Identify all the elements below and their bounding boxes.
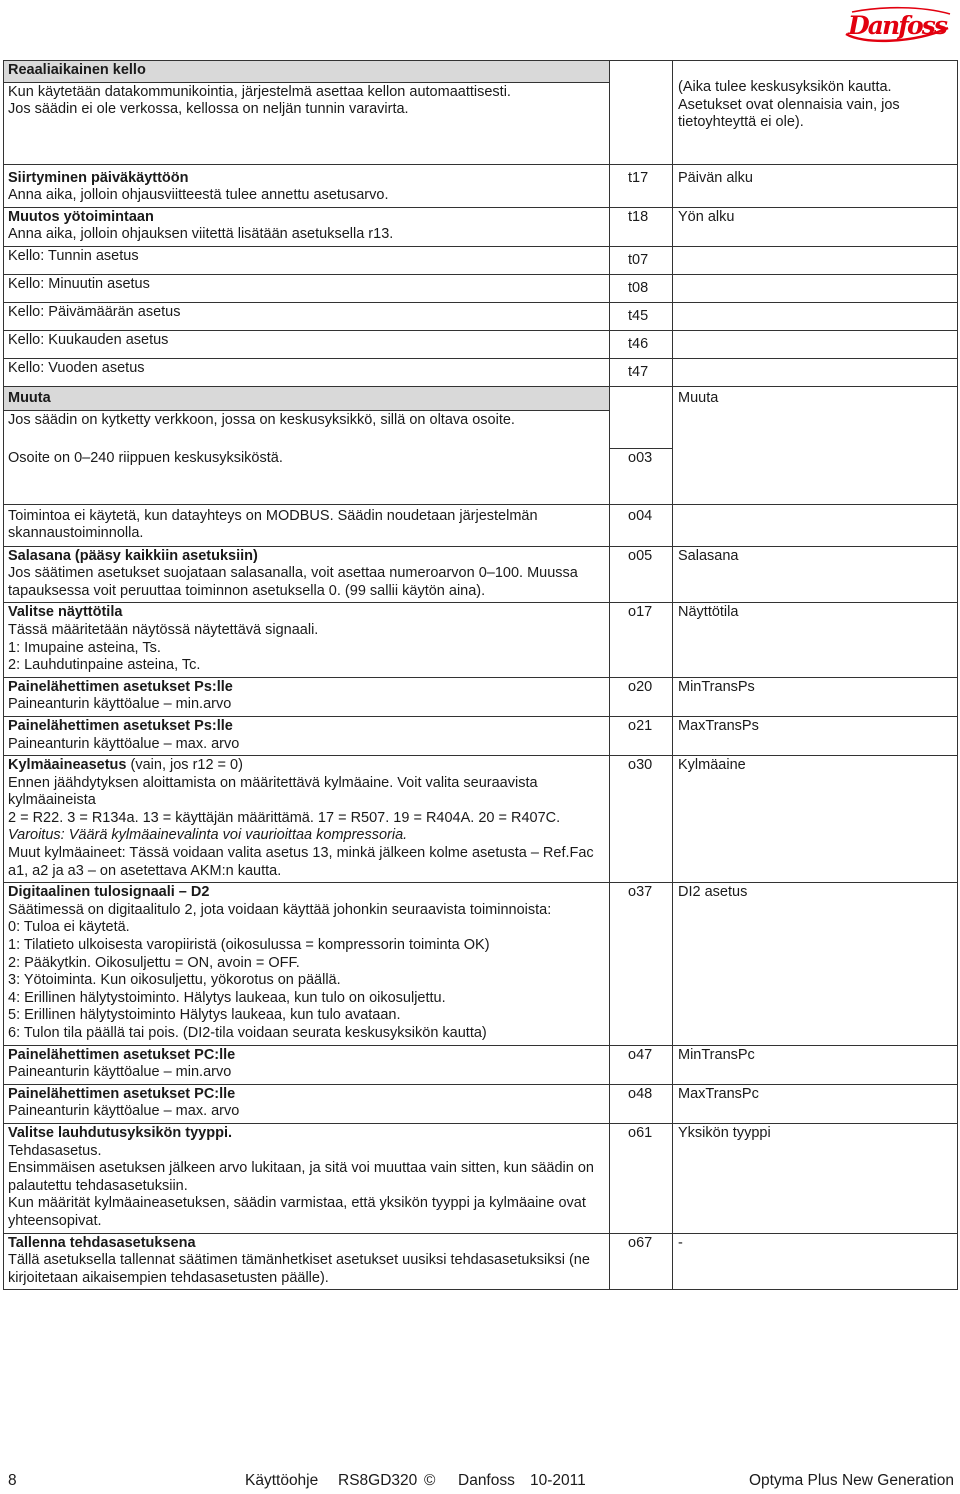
doc-date: 10-2011 [530, 1472, 586, 1489]
table-row [4, 756, 958, 883]
param-code: o05 [610, 546, 673, 603]
param-code: t08 [610, 274, 673, 302]
table-row [4, 358, 958, 386]
ps-min-description: Painelähettimen asetukset Ps:lle Paineanturin käyttöalue – min.arvo [4, 677, 610, 716]
clock-description: Kun käytetään datakommunikointia, järjestelmä asettaa kellon automaattisesti. Jos säädin ei ole verkossa, kellossa on neljän tunnin varavirta. [4, 82, 610, 164]
table-row [4, 330, 958, 358]
table-row [4, 603, 958, 677]
clock-note: (Aika tulee keskusyksikön kautta. Asetukset ovat olennaisia vain, jos tietoyhteyttä ei ole). [673, 61, 958, 165]
table-row [4, 546, 958, 603]
misc-value: Muuta [673, 386, 958, 504]
doc-code: RS8GD320 [338, 1472, 418, 1489]
table-row [4, 246, 958, 274]
table-row [4, 883, 958, 1045]
param-value: Yksikön tyyppi [673, 1123, 958, 1233]
param-code: t07 [610, 246, 673, 274]
param-value: Päivän alku [673, 164, 958, 207]
param-label: Kello: Minuutin asetus [4, 274, 610, 302]
product-name: Optyma Plus New Generation [748, 1472, 954, 1489]
danfoss-logo [842, 4, 954, 46]
modbus-description: Toimintoa ei käytetä, kun datayhteys on MODBUS. Säädin noudetaan järjestelmän skannaustoiminnolla. [4, 504, 610, 546]
param-code: t46 [610, 330, 673, 358]
table-row [4, 302, 958, 330]
password-description: Salasana (pääsy kaikkiin asetuksiin) Jos säätimen asetukset suojataan salasanalla, voit asettaa numeroarvon 0–100. Muussa tapauksessa voit peruuttaa toiminnon asetuksella 0. (99 sallii käytön aina). [4, 546, 610, 603]
param-code: o17 [610, 603, 673, 677]
page-footer [0, 1470, 960, 1494]
param-value: Kylmäaine [673, 756, 958, 883]
table-row [4, 164, 958, 207]
param-value: MaxTransPc [673, 1084, 958, 1123]
section-header-clock: Reaaliaikainen kello [4, 61, 610, 83]
table-row [4, 716, 958, 755]
digital-input-description: Digitaalinen tulosignaali – D2 Säätimessä on digitaalitulo 2, jota voidaan käyttää johonkin seuraavista toiminnoista: 0: Tuloa ei käytetä. 1: Tilatieto ulkoisesta varopiiristä (oikosulussa = kompressorin toiminta OK) 2: Pääkytkin. Oikosuljettu = ON, avoin = OFF. 3: Yötoiminta. Kun oikosuljettu, yökorotus on päällä. 4: Erillinen hälytystoiminto. Hälytys laukeaa, kun tulo on oikosuljettu. 5: Erillinen hälytystoiminto Hälytys laukeaa, kun tulo avataan. 6: Tulon tila päällä tai pois. (DI2-tila voidaan seurata keskusyksikön kautta) [4, 883, 610, 1045]
night-mode-description: Muutos yötoimintaan Anna aika, jolloin ohjauksen viitettä lisätään asetuksella r13. [4, 207, 610, 246]
param-code: t17 [610, 164, 673, 207]
param-label: Kello: Vuoden asetus [4, 358, 610, 386]
table-row [4, 504, 958, 546]
param-code: o21 [610, 716, 673, 755]
param-code: t47 [610, 358, 673, 386]
misc-description: Jos säädin on kytketty verkkoon, jossa on keskusyksikkö, sillä on oltava osoite. [4, 410, 610, 436]
day-mode-description: Siirtyminen päiväkäyttöön Anna aika, jolloin ohjausviitteestä tulee annettu asetusarvo. [4, 164, 610, 207]
svg-text:Danfoss: Danfoss [848, 11, 948, 40]
param-code: o03 [610, 449, 673, 505]
param-code: o61 [610, 1123, 673, 1233]
ps-max-description: Painelähettimen asetukset Ps:lle Paineanturin käyttöalue – max. arvo [4, 716, 610, 755]
param-value: MinTransPs [673, 677, 958, 716]
param-label: Kello: Kuukauden asetus [4, 330, 610, 358]
parameter-table [3, 60, 958, 1290]
param-code: o48 [610, 1084, 673, 1123]
param-value: DI2 asetus [673, 883, 958, 1045]
param-value: MinTransPc [673, 1045, 958, 1084]
param-value: MaxTransPs [673, 716, 958, 755]
pc-max-description: Painelähettimen asetukset PC:lle Paineanturin käyttöalue – max. arvo [4, 1084, 610, 1123]
param-value: Näyttötila [673, 603, 958, 677]
pc-min-description: Painelähettimen asetukset PC:lle Paineanturin käyttöalue – min.arvo [4, 1045, 610, 1084]
unit-type-description: Valitse lauhdutusyksikön tyyppi. Tehdasasetus. Ensimmäisen asetuksen jälkeen arvo lukitaan, ja sitä voi muuttaa vain sitten, kun säädin on palautettu tehdasasetuksiin. Kun määrität kylmäaineasetuksen, säädin varmistaa, että yksikön tyyppi ja kylmäaine ovat yhteensopivat. [4, 1123, 610, 1233]
param-code: o20 [610, 677, 673, 716]
table-row [4, 1084, 958, 1123]
param-code: t18 [610, 207, 673, 246]
table-row [4, 207, 958, 246]
param-code: o04 [610, 504, 673, 546]
param-code: t45 [610, 302, 673, 330]
table-row [4, 274, 958, 302]
address-description: Osoite on 0–240 riippuen keskusyksiköstä. [4, 449, 610, 505]
param-code: o30 [610, 756, 673, 883]
doc-type: Käyttöohje [245, 1472, 319, 1489]
param-value: - [673, 1233, 958, 1290]
param-code: o37 [610, 883, 673, 1045]
copyright-symbol: © [424, 1472, 436, 1489]
table-row [4, 1045, 958, 1084]
table-row [4, 1233, 958, 1290]
param-code: o67 [610, 1233, 673, 1290]
param-value: Salasana [673, 546, 958, 603]
param-value: Yön alku [673, 207, 958, 246]
save-factory-description: Tallenna tehdasasetuksena Tällä asetuksella tallennat säätimen tämänhetkiset asetukset uusiksi tehdasasetuksiksi (ne kirjoitetaan aikaisempien tehdasasetusten päälle). [4, 1233, 610, 1290]
danfoss-logo-icon [842, 4, 954, 46]
param-label: Kello: Tunnin asetus [4, 246, 610, 274]
param-label: Kello: Päivämäärän asetus [4, 302, 610, 330]
table-row [4, 1123, 958, 1233]
refrigerant-description: Kylmäaineasetus (vain, jos r12 = 0) Ennen jäähdytyksen aloittamista on määritettävä kylmäaine. Voit valita seuraavista kylmäaineista 2 = R22. 3 = R134a. 13 = käyttäjän määrittämä. 17 = R507. 19 = R404A. 20 = R407C. Varoitus: Väärä kylmäainevalinta voi vaurioittaa kompressoria. Muut kylmäaineet: Tässä voidaan valita asetus 13, minkä jälkeen kolme asetusta – Ref.Fac a1, a2 ja a3 – on asetettava AKM:n kautta. [4, 756, 610, 883]
table-row [4, 61, 958, 83]
section-header-misc: Muuta [4, 386, 610, 410]
display-mode-description: Valitse näyttötila Tässä määritetään näytössä näytettävä signaali. 1: Imupaine asteina, Ts. 2: Lauhdutinpaine asteina, Tc. [4, 603, 610, 677]
page-number: 8 [8, 1472, 17, 1489]
table-row [4, 677, 958, 716]
company-name: Danfoss [458, 1472, 515, 1489]
table-row [4, 386, 958, 410]
param-code: o47 [610, 1045, 673, 1084]
